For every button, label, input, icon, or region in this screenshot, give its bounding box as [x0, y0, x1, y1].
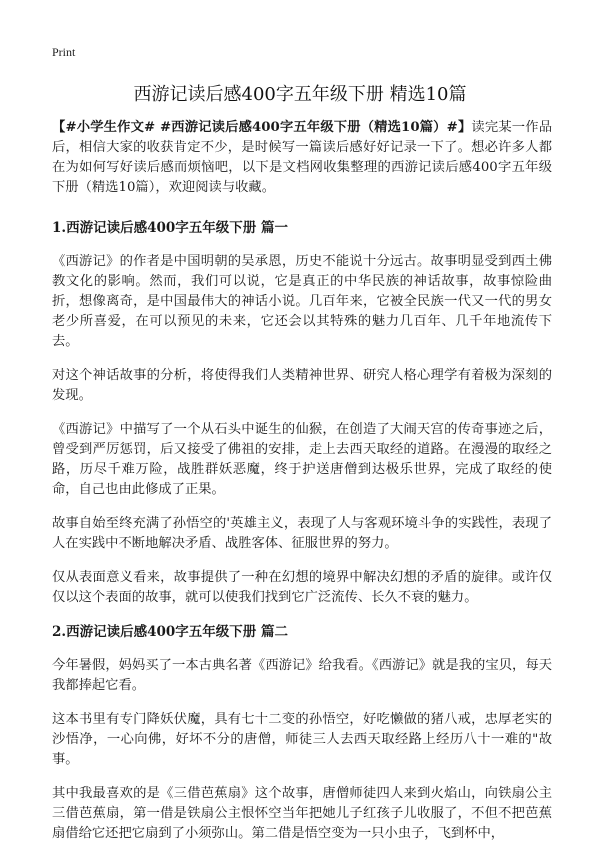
paragraph: 故事自始至终充满了孙悟空的'英雄主义，表现了人与客观环境斗争的实践性，表现了人在实践中不断地解决矛盾、战胜客体、征服世界的努力。	[52, 516, 552, 551]
section-heading-1: 1.西游记读后感400字五年级下册 篇一	[52, 220, 288, 236]
page-title: 西游记读后感400字五年级下册 精选10篇	[133, 84, 467, 105]
paragraph: 对这个神话故事的分析，将使得我们人类精神世界、研究人格心理学有着极为深刻的发现。	[52, 368, 552, 403]
paragraph: 《西游记》中描写了一个从石头中诞生的仙猴，在创造了大闹天宫的传奇事迹之后，曾受到严厉惩罚，后又接受了佛祖的安排，走上去西天取经的道路。在漫漫的取经之路，历尽千难万险，战胜群妖恶魔，终于护送唐僧到达极乐世界，完成了取经的使命，自己也由此修成了正果。	[52, 422, 552, 497]
print-link[interactable]: Print	[52, 45, 76, 59]
intro-paragraph	[52, 118, 552, 198]
intro-tags: 【#小学生作文# #西游记读后感400字五年级下册（精选10篇）#】	[52, 120, 472, 135]
paragraph: 这本书里有专门降妖伏魔，具有七十二变的孙悟空，好吃懒做的猪八戒，忠厚老实的沙悟净，一心向佛，好坏不分的唐僧，师徒三人去西天取经路上经历八十一难的"故事。	[52, 712, 552, 767]
paragraph: 《西游记》的作者是中国明朝的吴承恩，历史不能说十分远古。故事明显受到西土佛教文化的影响。然而，我们可以说，它是真正的中华民族的神话故事，故事惊险曲折，想像离奇，是中国最伟大的神话小说。几百年来，它被全民族一代又一代的男女老少所喜爱，在可以预见的未来，它还会以其特殊的魅力几百年、几千年地流传下去。	[52, 254, 552, 349]
paragraph: 其中我最喜欢的是《三借芭蕉扇》这个故事，唐僧师徒四人来到火焰山，向铁扇公主三借芭蕉扇，第一借是铁扇公主恨怀空当年把她儿子红孩子儿收服了，不但不把芭蕉扇借给它还把它扇到了小须弥山。第二借是悟空变为一只小虫子，飞到杯中，	[52, 786, 552, 841]
intro-text: 读完某一作品后，相信大家的收获肯定不少，是时候写一篇读后感好好记录一下了。想必许多人都在为如何写好读后感而烦恼吧，以下是文档网收集整理的西游记读后感400字五年级下册（精选10篇），欢迎阅读与收藏。	[52, 120, 552, 195]
paragraph: 今年暑假，妈妈买了一本古典名著《西游记》给我看。《西游记》就是我的宝贝，每天我都捧起它看。	[52, 658, 552, 693]
article-body	[52, 118, 552, 858]
section-heading-2: 2.西游记读后感400字五年级下册 篇二	[52, 624, 288, 640]
paragraph: 仅从表面意义看来，故事提供了一种在幻想的境界中解决幻想的矛盾的旋律。或许仅仅以这个表面的故事，就可以使我们找到它广泛流传、长久不衰的魅力。	[52, 570, 552, 605]
